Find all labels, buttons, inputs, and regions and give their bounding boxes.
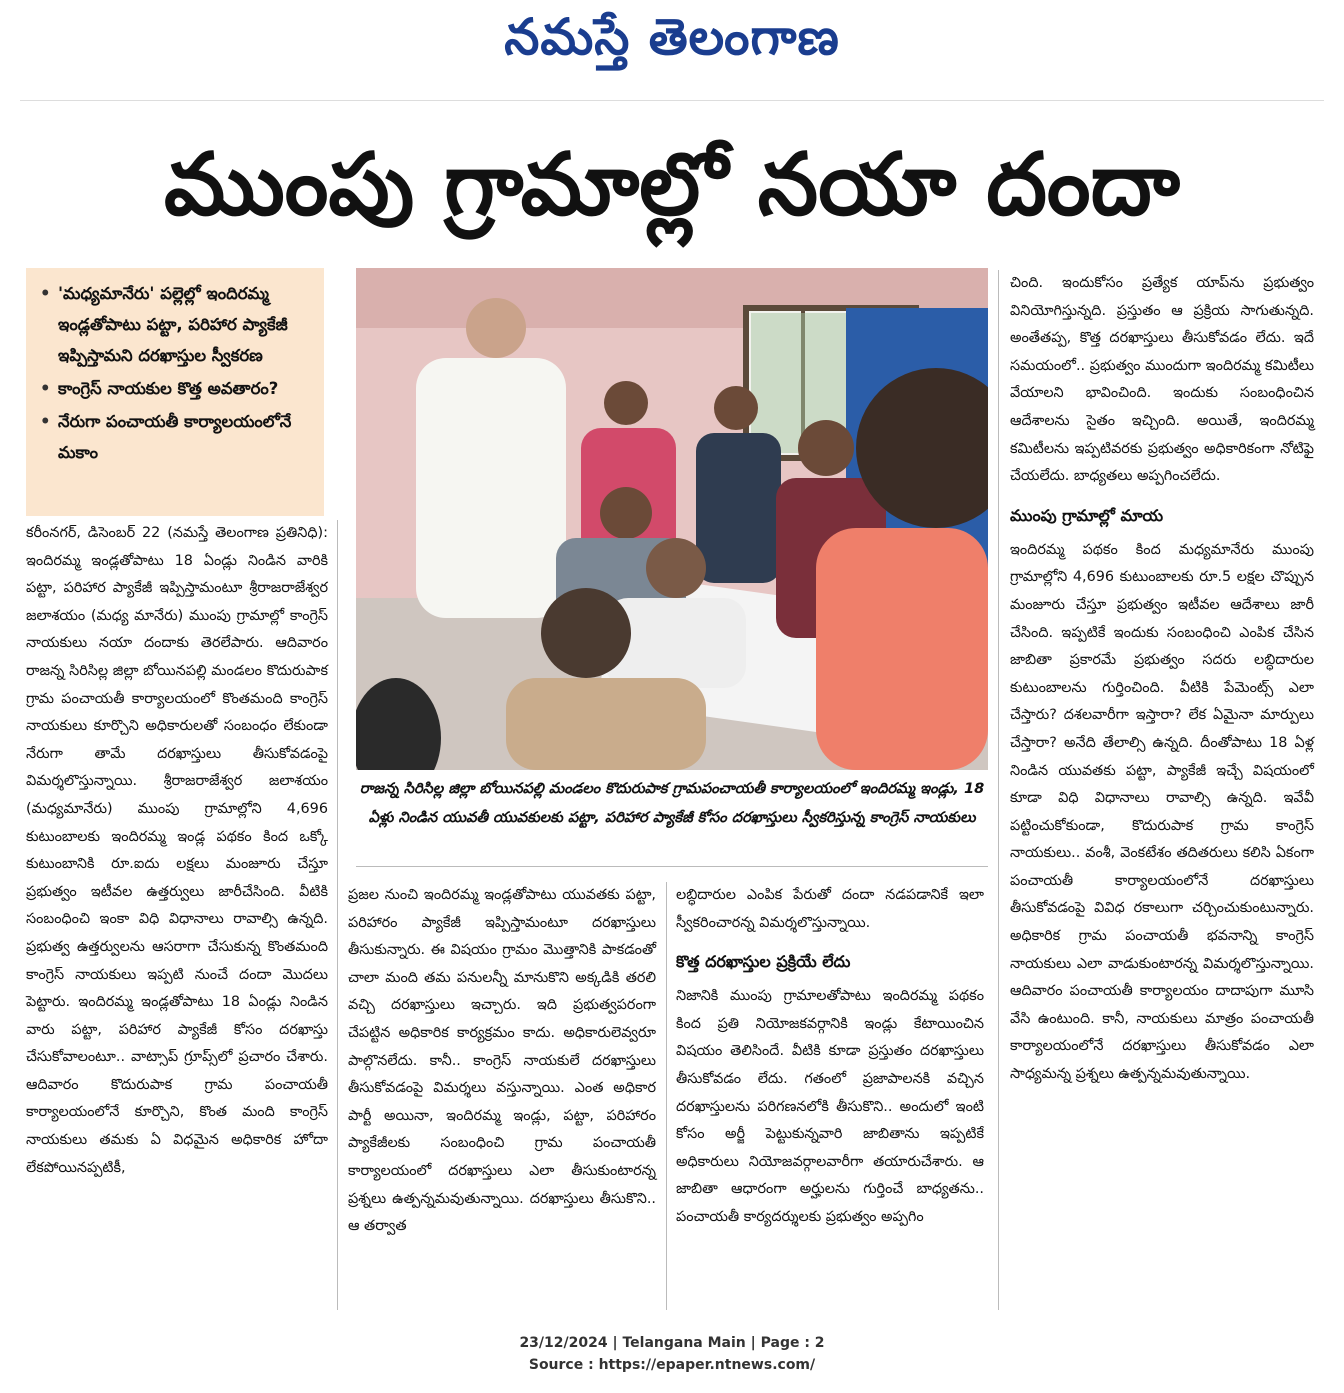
column-divider: [998, 270, 999, 1310]
article-column-4: [1010, 270, 1314, 1089]
section-subhead: ముంపు గ్రామాల్లో మాయ: [1010, 505, 1164, 525]
article-column-2: [348, 882, 656, 1241]
page-footer: [0, 1332, 1344, 1376]
section-subhead: కొత్త దరఖాస్తుల ప్రక్రియే లేదు: [676, 952, 851, 972]
article-paragraph: కరీంనగర్, డిసెంబర్ 22 (నమస్తే తెలంగాణ ప్రతినిధి): ఇందిరమ్మ ఇండ్లతోపాటు 18 ఏండ్లు నిండిన వారికి పట్టా, పరిహార ప్యాకేజీ ఇప్పిస్తామంటూ శ్రీరాజరాజేశ్వర జలాశయం (మధ్య మానేరు) ముంపు గ్రామాల్లో కాంగ్రెస్ నాయకులు నయా దందాకు తెరలేపారు. ఆదివారం రాజన్న సిరిసిల్ల జిల్లా బోయినపల్లి మండలం కొదురుపాక గ్రామ పంచాయతీ కార్యాలయంలో కొంతమంది కాంగ్రెస్ నాయకులు కూర్చొని అధికారులతో సంబంధం లేకుండా నేరుగా తామే దరఖాస్తులు తీసుకోవడంపై విమర్శలొస్తున్నాయి. శ్రీరాజరాజేశ్వర జలాశయం (మధ్యమానేరు) ముంపు గ్రామాల్లోని 4,696 కుటుంబాలకు ఇందిరమ్మ ఇండ్ల పథకం కింద ఒక్కో కుటుంబానికి రూ.ఐదు లక్షలు మంజూరు చేస్తూ ప్రభుత్వం ఇటీవల ఉత్తర్వులు జారీచేసింది. వీటికి సంబంధించి ఇంకా విధి విధానాలు రావాల్సి ఉన్నది. ప్రభుత్వ ఉత్తర్వులను ఆసరాగా చేసుకున్న కొంతమంది కాంగ్రెస్ నాయకులు ఇప్పటి నుంచే దందా మొదలు పెట్టారు. ఇందిరమ్మ ఇండ్లతోపాటు 18 ఏండ్లు నిండిన వారు పట్టా, పరిహార ప్యాకేజీ కోసం దరఖాస్తు చేసుకోవాలంటూ.. వాట్సాప్ గ్రూప్స్‌లో ప్రచారం చేశారు. ఆదివారం కొదురుపాక గ్రామ పంచాయతీ కార్యాలయంలోనే కూర్చొని, కొంత మంది కాంగ్రెస్ నాయకులు తమకు ఏ విధమైన అధికారిక హోదా లేకపోయినప్పటికీ,: [26, 525, 328, 1176]
column-divider: [337, 520, 338, 1310]
footer-source-link[interactable]: Source : https://epaper.ntnews.com/: [528, 1357, 816, 1373]
article-paragraph: ఇందిరమ్మ పథకం కింద మధ్యమానేరు ముంపు గ్రామాల్లోని 4,696 కుటుంబాలకు రూ.5 లక్షల చొప్పున మంజూరు చేస్తూ ప్రభుత్వం ఇటీవల ఆదేశాలు జారీ చేసింది. ఇప్పటికే ఇందుకు సంబంధించి ఎంపిక చేసిన జాబితా ప్రకారమే ప్రభుత్వం సదరు లబ్ధిదారుల కుటుంబాలను గుర్తించింది. వీటికి పేమెంట్స్ ఎలా చేస్తారు? దశలవారీగా ఇస్తారా? లేక ఏమైనా మార్పులు చేస్తారా? అనేది తేలాల్సి ఉన్నది. దీంతోపాటు 18 ఏళ్ల నిండిన యువతకు పట్టా, ప్యాకేజీ ఇచ్చే విషయంలో కూడా విధి విధానాలు రావాల్సి ఉన్నది. ఇవేవీ పట్టించుకోకుండా, కొదురుపాక గ్రామ కాంగ్రెస్ నాయకులు.. వంశీ, వెంకటేశం తదితరులు కలిసి ఏకంగా పంచాయతీ కార్యాలయంలోనే దరఖాస్తులు తీసుకోవడంపై వివిధ రకాలుగా చర్చించుకుంటున్నారు. అధికారిక గ్రామ పంచాయతీ భవనాన్ని కాంగ్రెస్ నాయకులు ఎలా వాడుకుంటారన్న విమర్శలొస్తున్నాయి. ఆదివారం పంచాయతీ కార్యాలయం దాదాపుగా మూసి వేసి ఉంటుంది. కానీ, నాయకులు మాత్రం పంచాయతీ కార్యాలయంలోనే దరఖాస్తులు తీసుకోవడం ఎలా సాధ్యమన్న ప్రశ్నలు ఉత్పన్నమవుతున్నాయి.: [1010, 541, 1314, 1083]
masthead-divider: [20, 100, 1324, 101]
article-paragraph: నిజానికి ముంపు గ్రామాలతోపాటు ఇందిరమ్మ పథకం కింద ప్రతి నియోజకవర్గానికి ఇండ్లు కేటాయించిన విషయం తెలిసిందే. వీటికి కూడా ప్రస్తుతం దరఖాస్తులు తీసుకోవడం లేదు. గతంలో ప్రజాపాలనకి వచ్చిన దరఖాస్తులను పరిగణనలోకి తీసుకొని.. అందులో ఇంటి కోసం అర్జీ పెట్టుకున్నవారి జాబితాను ఇప్పటికే అధికారులు నియోజవర్గాలవారీగా తయారుచేశారు. ఆ జాబితా ఆధారంగా అర్హులను గుర్తించే బాధ్యతను.. పంచాయతీ కార్యదర్శులకు ప్రభుత్వం అప్పగిం: [676, 988, 984, 1225]
caption-divider: [356, 866, 988, 867]
article-paragraph: చింది. ఇందుకోసం ప్రత్యేక యాప్‌ను ప్రభుత్వం వినియోగిస్తున్నది. ప్రస్తుతం ఆ ప్రక్రియ సాగుతున్నది. అంతేతప్ప, కొత్త దరఖాస్తులు తీసుకోవడం లేదు. ఇదే సమయంలో.. ప్రభుత్వం ముందుగా ఇందిరమ్మ కమిటీలు వేయాలని భావించింది. ఇందుకు సంబంధించిన ఆదేశాలను సైతం ఇచ్చింది. అయితే, ఇందిరమ్మ కమిటీలను ఇప్పటివరకు ప్రభుత్వం అధికారికంగా నోటిఫై చేయలేదు. బాధ్యతలు అప్పగించలేదు.: [1010, 275, 1314, 485]
news-photo: [356, 268, 988, 770]
kicker-box: [26, 268, 324, 516]
footer-date-edition: 23/12/2024 | Telangana Main | Page : 2: [519, 1335, 825, 1351]
article-column-1: [26, 520, 328, 1182]
column-divider: [666, 882, 667, 1310]
kicker-item: • నేరుగా పంచాయతీ కార్యాలయంలోనే మకాం: [36, 406, 318, 468]
article-paragraph: ప్రజల నుంచి ఇందిరమ్మ ఇండ్లతోపాటు యువతకు పట్టా, పరిహారం ప్యాకేజీ ఇప్పిస్తామంటూ దరఖాస్తులు తీసుకున్నారు. ఈ విషయం గ్రామం మొత్తానికి పాకడంతో చాలా మంది తమ పనులన్నీ మానుకొని అక్కడికి తరలి వచ్చి దరఖాస్తులు ఇచ్చారు. ఇది ప్రభుత్వపరంగా చేపట్టిన అధికారిక కార్యక్రమం కాదు. అధికారులెవ్వరూ పాల్గొనలేదు. కానీ.. కాంగ్రెస్ నాయకులే దరఖాస్తులు తీసుకోవడంపై విమర్శలు వస్తున్నాయి. ఎంత అధికార పార్టీ అయినా, ఇందిరమ్మ ఇండ్లు, పట్టా, పరిహారం ప్యాకేజీలకు సంబంధించి గ్రామ పంచాయతీ కార్యాలయంలో దరఖాస్తులు ఎలా తీసుకుంటారన్న ప్రశ్నలు ఉత్పన్నమవుతున్నాయి. దరఖాస్తులు తీసుకొని.. ఆ తర్వాత: [348, 887, 656, 1235]
page-headline: ముంపు గ్రామాల్లో నయా దందా: [164, 135, 1180, 235]
kicker-item: • కాంగ్రెస్ నాయకుల కొత్త అవతారం?: [36, 373, 318, 404]
article-column-3: [676, 882, 984, 1232]
article-paragraph: లబ్ధిదారుల ఎంపిక పేరుతో దందా నడపడానికే ఇలా స్వీకరించారన్న విమర్శలొస్తున్నాయి.: [676, 887, 984, 931]
masthead-logo: నమస్తే తెలంగాణ: [504, 8, 840, 66]
photo-caption: రాజన్న సిరిసిల్ల జిల్లా బోయినపల్లి మండలం కొదురుపాక గ్రామపంచాయతీ కార్యాలయంలో ఇందిరమ్మ ఇండ్లు, 18 ఏళ్లు నిండిన యువతీ యువకులకు పట్టా, పరిహార ప్యాకేజీ కోసం దరఖాస్తులు స్వీకరిస్తున్న కాంగ్రెస్ నాయకులు: [359, 780, 985, 826]
kicker-item: • 'మధ్యమానేరు' పల్లెల్లో ఇందిరమ్మ ఇండ్లతోపాటు పట్టా, పరిహార ప్యాకేజీ ఇప్పిస్తామని దరఖాస్తుల స్వీకరణ: [36, 278, 318, 371]
